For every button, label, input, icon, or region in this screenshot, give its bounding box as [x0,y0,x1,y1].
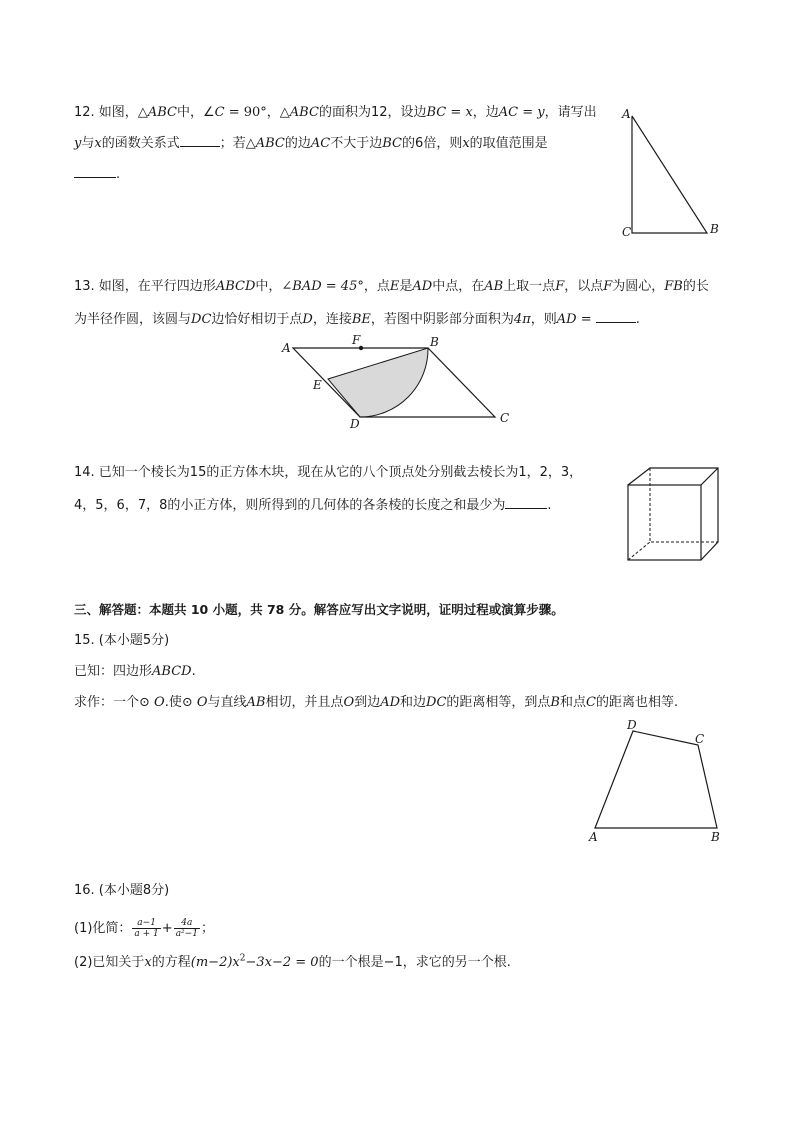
q16-header: 16. (本小题8分) [74,883,170,898]
q14-cube-figure [620,460,730,570]
q13-label-c: C [500,411,510,425]
q13-line-2: 为半径作圆，该圆与DC边恰好相切于点D，连接BE，若图中阴影部分面积为4π，则AD = . [74,309,640,330]
q13-blank [596,309,636,323]
q15-quadrilateral-figure [585,715,730,850]
q16-fraction-2: $\frac{4a}{\text{a²−1}}$ [175,918,198,939]
q15-requirement: 求作：一个⊙ O.使⊙ O与直线AB相切，并且点O到边AD和边DC的距离相等，到点B和点C的距离也相等. [74,695,679,710]
q14-line-2: 4，5，6，7，8的小正方体，则所得到的几何体的各条棱的长度之和最少为 . [74,495,552,516]
q13-label-b: B [430,335,439,349]
q12-blank-2 [74,164,116,178]
q12-label-c: C [622,225,632,239]
q13-parallelogram-figure [280,335,520,435]
q13-label-f: F [352,333,361,347]
q12-triangle-figure [612,100,732,245]
q15-label-a: A [589,830,598,844]
q14-line-1: 14. 已知一个棱长为15的正方体木块，现在从它的八个顶点处分别截去棱长为1，2，3， [74,465,583,480]
q16-part-2: (2)已知关于x的方程$(m-2)x^2-3x-2 = 0$的一个根是−1，求它的另一个根. [74,953,511,970]
q12-blank-1 [180,133,220,147]
q13-label-d: D [350,417,360,431]
q12-line-2: y与x的函数关系式 ；若△ABC的边AC不大于边BC的6倍，则x的取值范围是 [74,133,548,154]
q13-line-1: 13. 如图，在平行四边形ABCD中，∠BAD = 45°，点E是AD中点，在AB上取一点F，以点F为圆心，FB的长 [74,279,709,294]
q15-label-c: C [695,732,705,746]
q12-label-b: B [710,222,719,236]
q15-label-d: D [627,718,637,732]
q15-label-b: B [711,830,720,844]
q13-label-e: E [313,378,322,392]
q12-line-1: 12. 如图，△ABC中，∠C = 90°，△ABC的面积为12，设边BC = x，边AC = y，请写出 [74,105,597,120]
q14-blank [505,495,547,509]
q12-line-3: . [74,164,120,185]
q16-part-1: (1)化简： $\frac{a-1}{a + 1}$ + $\frac{4a}{\text{a²−1}}$ ； [74,918,214,939]
section-3-title: 三、解答题：本题共 10 小题，共 78 分。解答应写出文字说明，证明过程或演算步骤。 [74,602,564,617]
q15-known: 已知：四边形ABCD. [74,664,196,679]
q13-label-a: A [282,341,291,355]
q16-fraction-1: $\frac{a-1}{a + 1}$ [134,918,159,939]
q15-header: 15. (本小题5分) [74,633,170,648]
q12-label-a: A [622,107,631,121]
